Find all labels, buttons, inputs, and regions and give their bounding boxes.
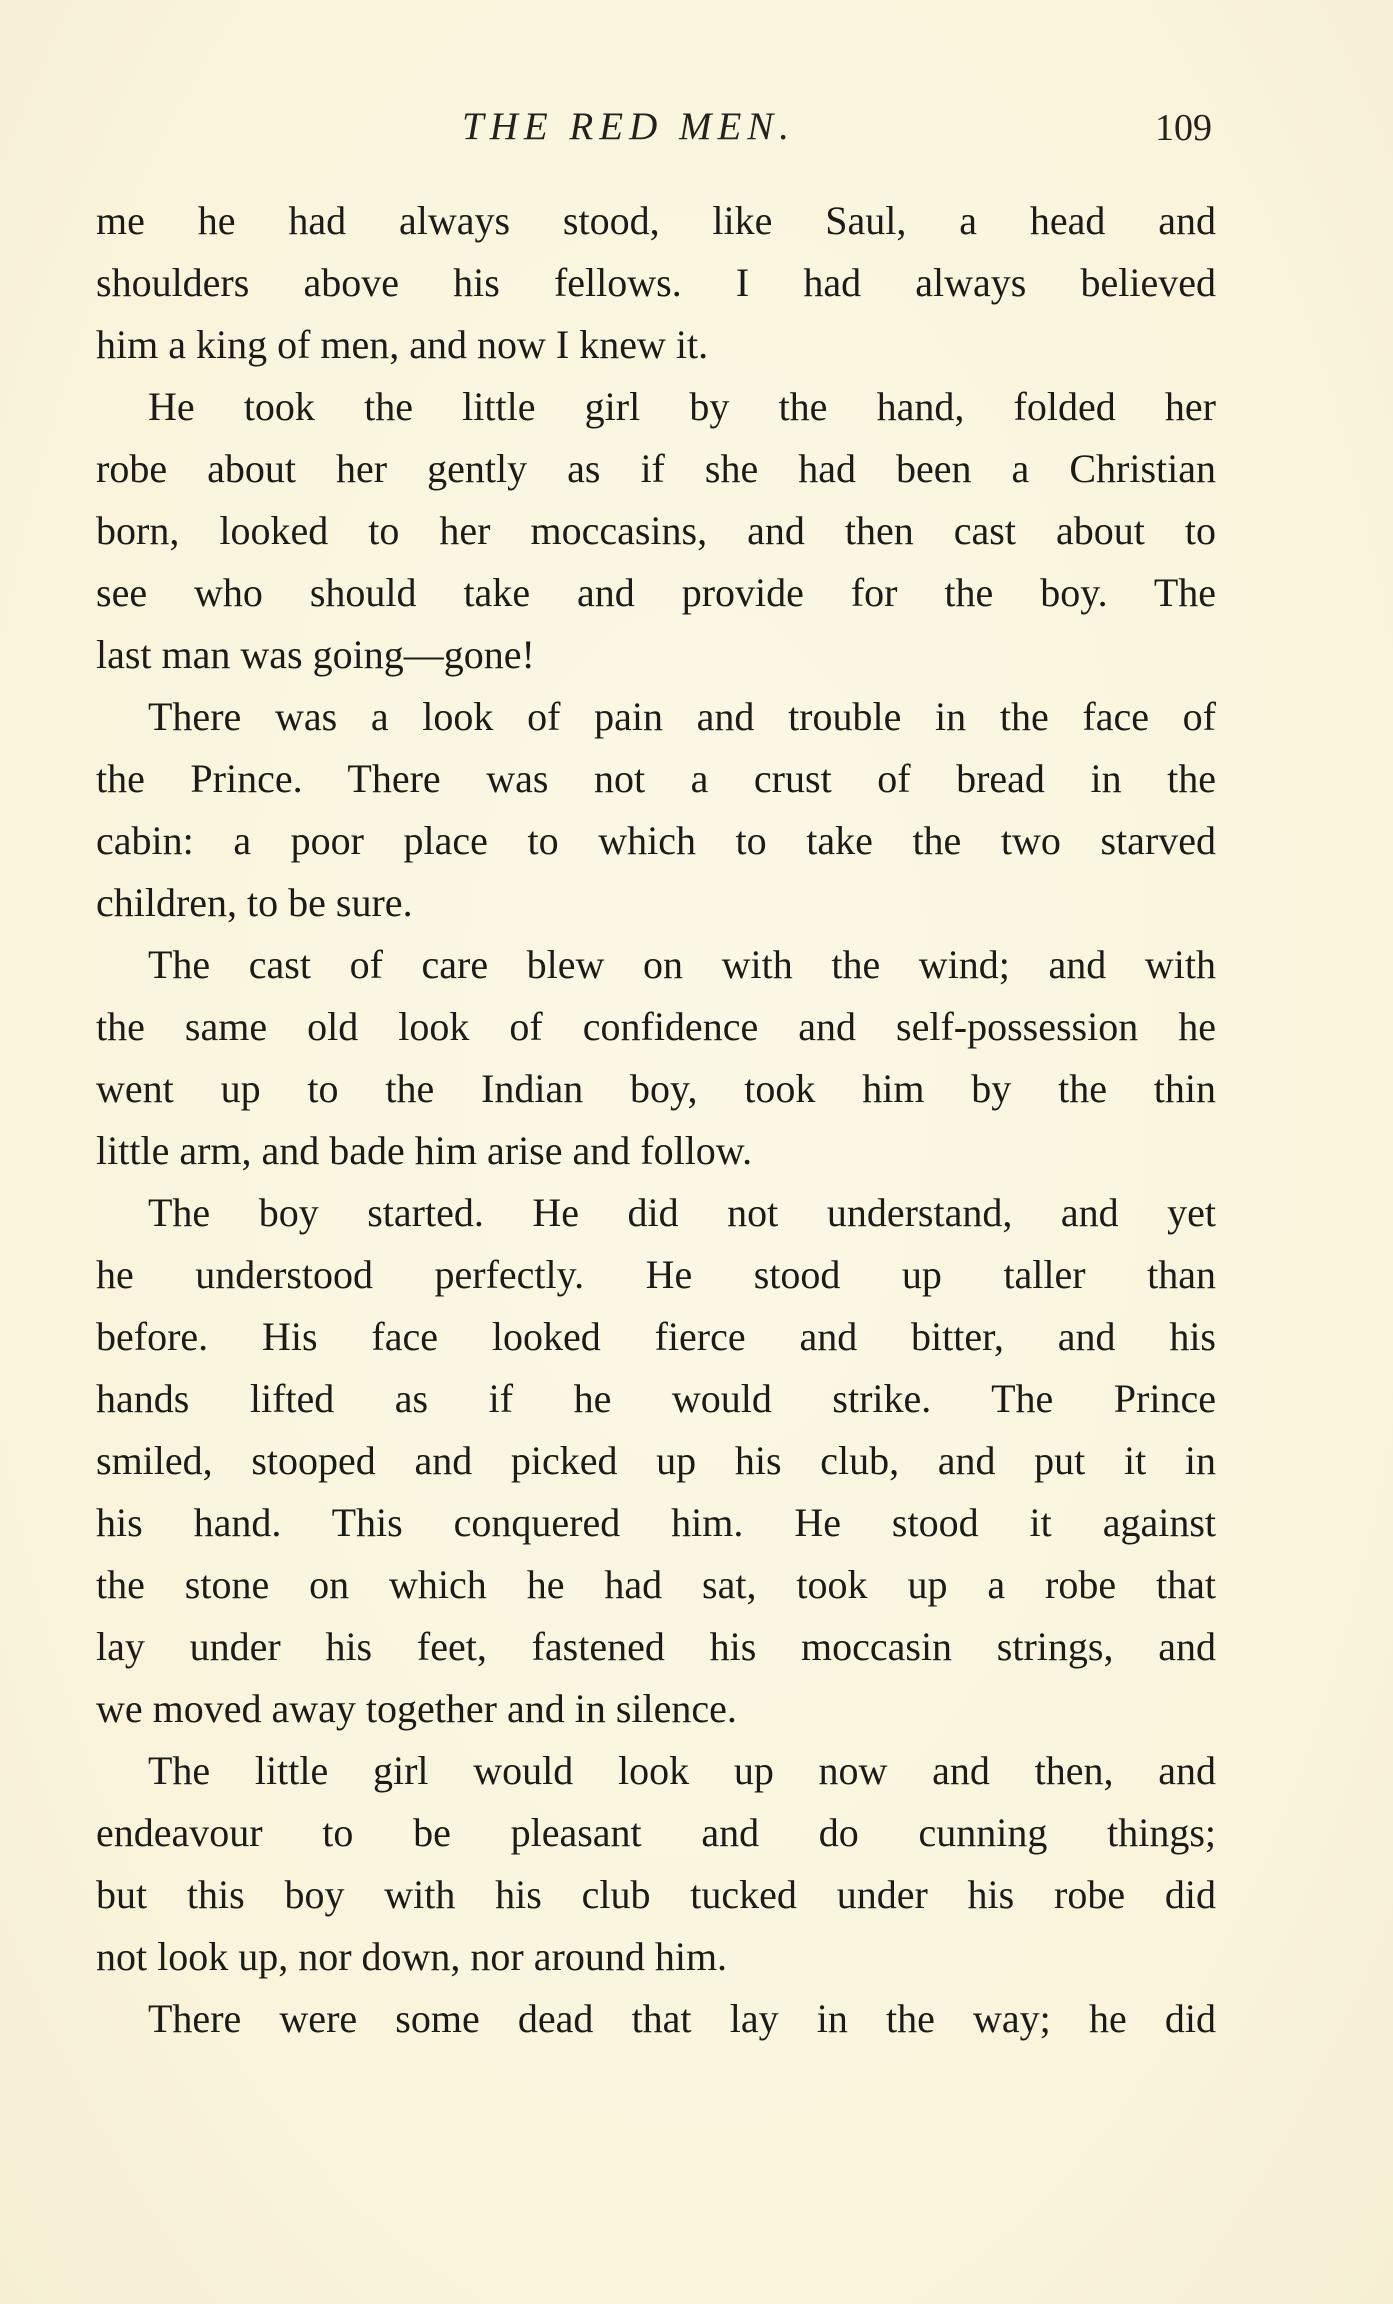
text-line: me he had always stood, like Saul, a head and — [96, 198, 1216, 243]
text-line: him a king of men, and now I knew it. — [96, 322, 709, 367]
text-line: lay under his feet, fastened his moccasin strings, and — [96, 1624, 1216, 1669]
text-line: There were some dead that lay in the way; he did — [148, 1996, 1216, 2041]
text-line: not look up, nor down, nor around him. — [96, 1934, 728, 1979]
text-line: before. His face looked fierce and bitter, and his — [96, 1314, 1216, 1359]
text-line: the same old look of confidence and self-possession he — [96, 1004, 1216, 1049]
running-head — [0, 104, 1393, 164]
text-line: robe about her gently as if she had been a Christian — [96, 446, 1216, 491]
page-number: 109 — [1155, 107, 1212, 149]
text-line: shoulders above his fellows. I had always believed — [96, 260, 1216, 305]
text-line: we moved away together and in silence. — [96, 1686, 737, 1731]
text-line: He took the little girl by the hand, folded her — [148, 384, 1216, 429]
text-line: smiled, stooped and picked up his club, and put it in — [96, 1438, 1216, 1483]
text-line: went up to the Indian boy, took him by the thin — [96, 1066, 1216, 1111]
body-text — [96, 190, 1216, 2050]
text-line: hands lifted as if he would strike. The Prince — [96, 1376, 1216, 1421]
text-line: little arm, and bade him arise and follow. — [96, 1128, 753, 1173]
running-title: THE RED MEN. — [462, 105, 796, 148]
text-line: cabin: a poor place to which to take the two starved — [96, 818, 1216, 863]
text-line: The little girl would look up now and then, and — [148, 1748, 1216, 1793]
text-line: children, to be sure. — [96, 880, 413, 925]
text-line: last man was going—gone! — [96, 632, 535, 677]
text-line: see who should take and provide for the boy. The — [96, 570, 1216, 615]
text-line: The boy started. He did not understand, and yet — [148, 1190, 1216, 1235]
text-line: he understood perfectly. He stood up taller than — [96, 1252, 1216, 1297]
text-line: but this boy with his club tucked under his robe did — [96, 1872, 1216, 1917]
text-line: the stone on which he had sat, took up a robe that — [96, 1562, 1216, 1607]
text-line: endeavour to be pleasant and do cunning things; — [96, 1810, 1216, 1855]
text-line: born, looked to her moccasins, and then cast about to — [96, 508, 1216, 553]
text-line: The cast of care blew on with the wind; and with — [148, 942, 1216, 987]
text-line: There was a look of pain and trouble in the face of — [148, 694, 1216, 739]
text-line: the Prince. There was not a crust of bread in the — [96, 756, 1216, 801]
text-line: his hand. This conquered him. He stood it against — [96, 1500, 1216, 1545]
